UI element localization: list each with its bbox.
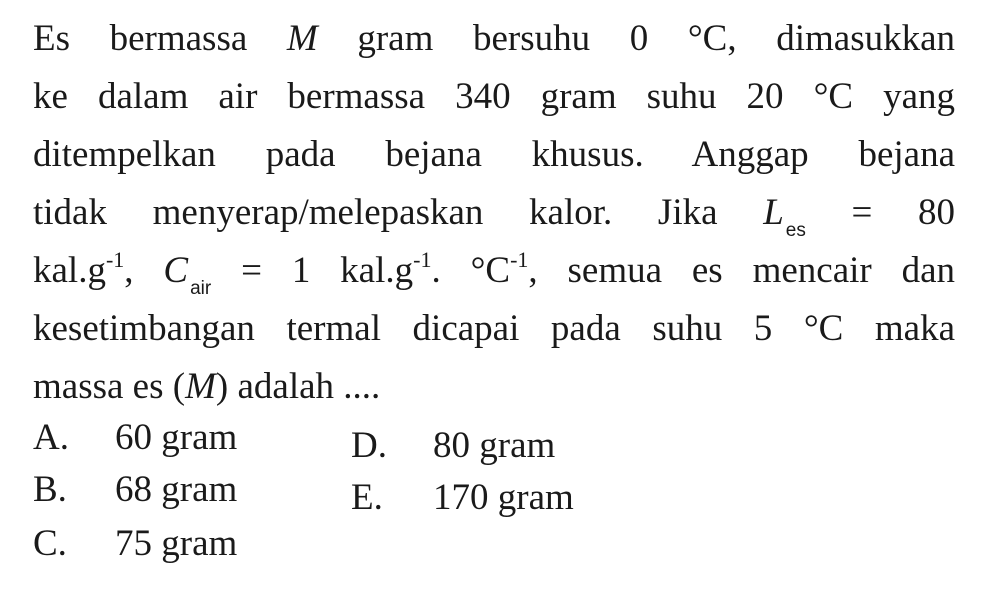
line4-part-b: = 80 (851, 192, 955, 233)
option-e-letter: E. (351, 477, 383, 518)
variable-c: C (163, 250, 189, 291)
superscript-2: -1 (413, 247, 432, 272)
option-b-text: 68 gram (115, 469, 238, 510)
question-line-5 (33, 242, 955, 300)
question-line-1 (33, 10, 955, 68)
option-c[interactable] (33, 516, 237, 572)
line1-part-b: gram bersuhu 0 °C, dimasukkan (357, 18, 956, 59)
option-a-letter: A. (33, 417, 69, 458)
option-a-text: 60 gram (115, 417, 238, 458)
variable-m-2: M (185, 366, 216, 407)
option-b-letter: B. (33, 469, 67, 510)
line1-part-a: Es bermassa (33, 18, 248, 59)
specific-heat-value (241, 247, 956, 291)
unit-kal-g (33, 247, 134, 291)
superscript-1: -1 (105, 247, 125, 272)
option-e[interactable] (351, 470, 574, 526)
line5-part-c: = 1 kal.g (241, 250, 414, 291)
variable-l: L (763, 192, 784, 233)
specific-heat-expression (163, 250, 212, 299)
option-a[interactable] (33, 410, 237, 466)
question-line-7 (33, 358, 955, 416)
option-d[interactable] (351, 418, 555, 474)
option-b[interactable] (33, 462, 237, 518)
line7-part-a: massa es ( (33, 366, 186, 407)
option-c-letter: C. (33, 523, 67, 564)
subscript-air: air (190, 278, 212, 299)
option-c-text: 75 gram (115, 523, 238, 564)
question-line-4 (33, 184, 955, 242)
line7-part-b: ) adalah .... (215, 366, 381, 407)
line5-part-d: . °C (431, 250, 511, 291)
latent-heat-symbol (763, 192, 806, 241)
question-line-2: ke dalam air bermassa 340 gram suhu 20 °C yang (33, 76, 955, 117)
line5-part-e: , semua es mencair dan (528, 250, 956, 291)
superscript-3: -1 (510, 247, 529, 272)
subscript-es: es (785, 220, 806, 241)
option-d-text: 80 gram (433, 425, 556, 466)
question-line-3: ditempelkan pada bejana khusus. Anggap bejana (33, 134, 955, 175)
variable-m: M (286, 18, 318, 59)
option-d-letter: D. (351, 425, 387, 466)
question-line-6: kesetimbangan termal dicapai pada suhu 5 °C maka (33, 308, 955, 349)
line4-part-a: tidak menyerap/melepaskan kalor. Jika (33, 192, 718, 233)
question-text (33, 10, 955, 416)
line5-part-b: , (124, 250, 134, 291)
line5-part-a: kal.g (33, 250, 106, 291)
option-e-text: 170 gram (433, 477, 574, 518)
